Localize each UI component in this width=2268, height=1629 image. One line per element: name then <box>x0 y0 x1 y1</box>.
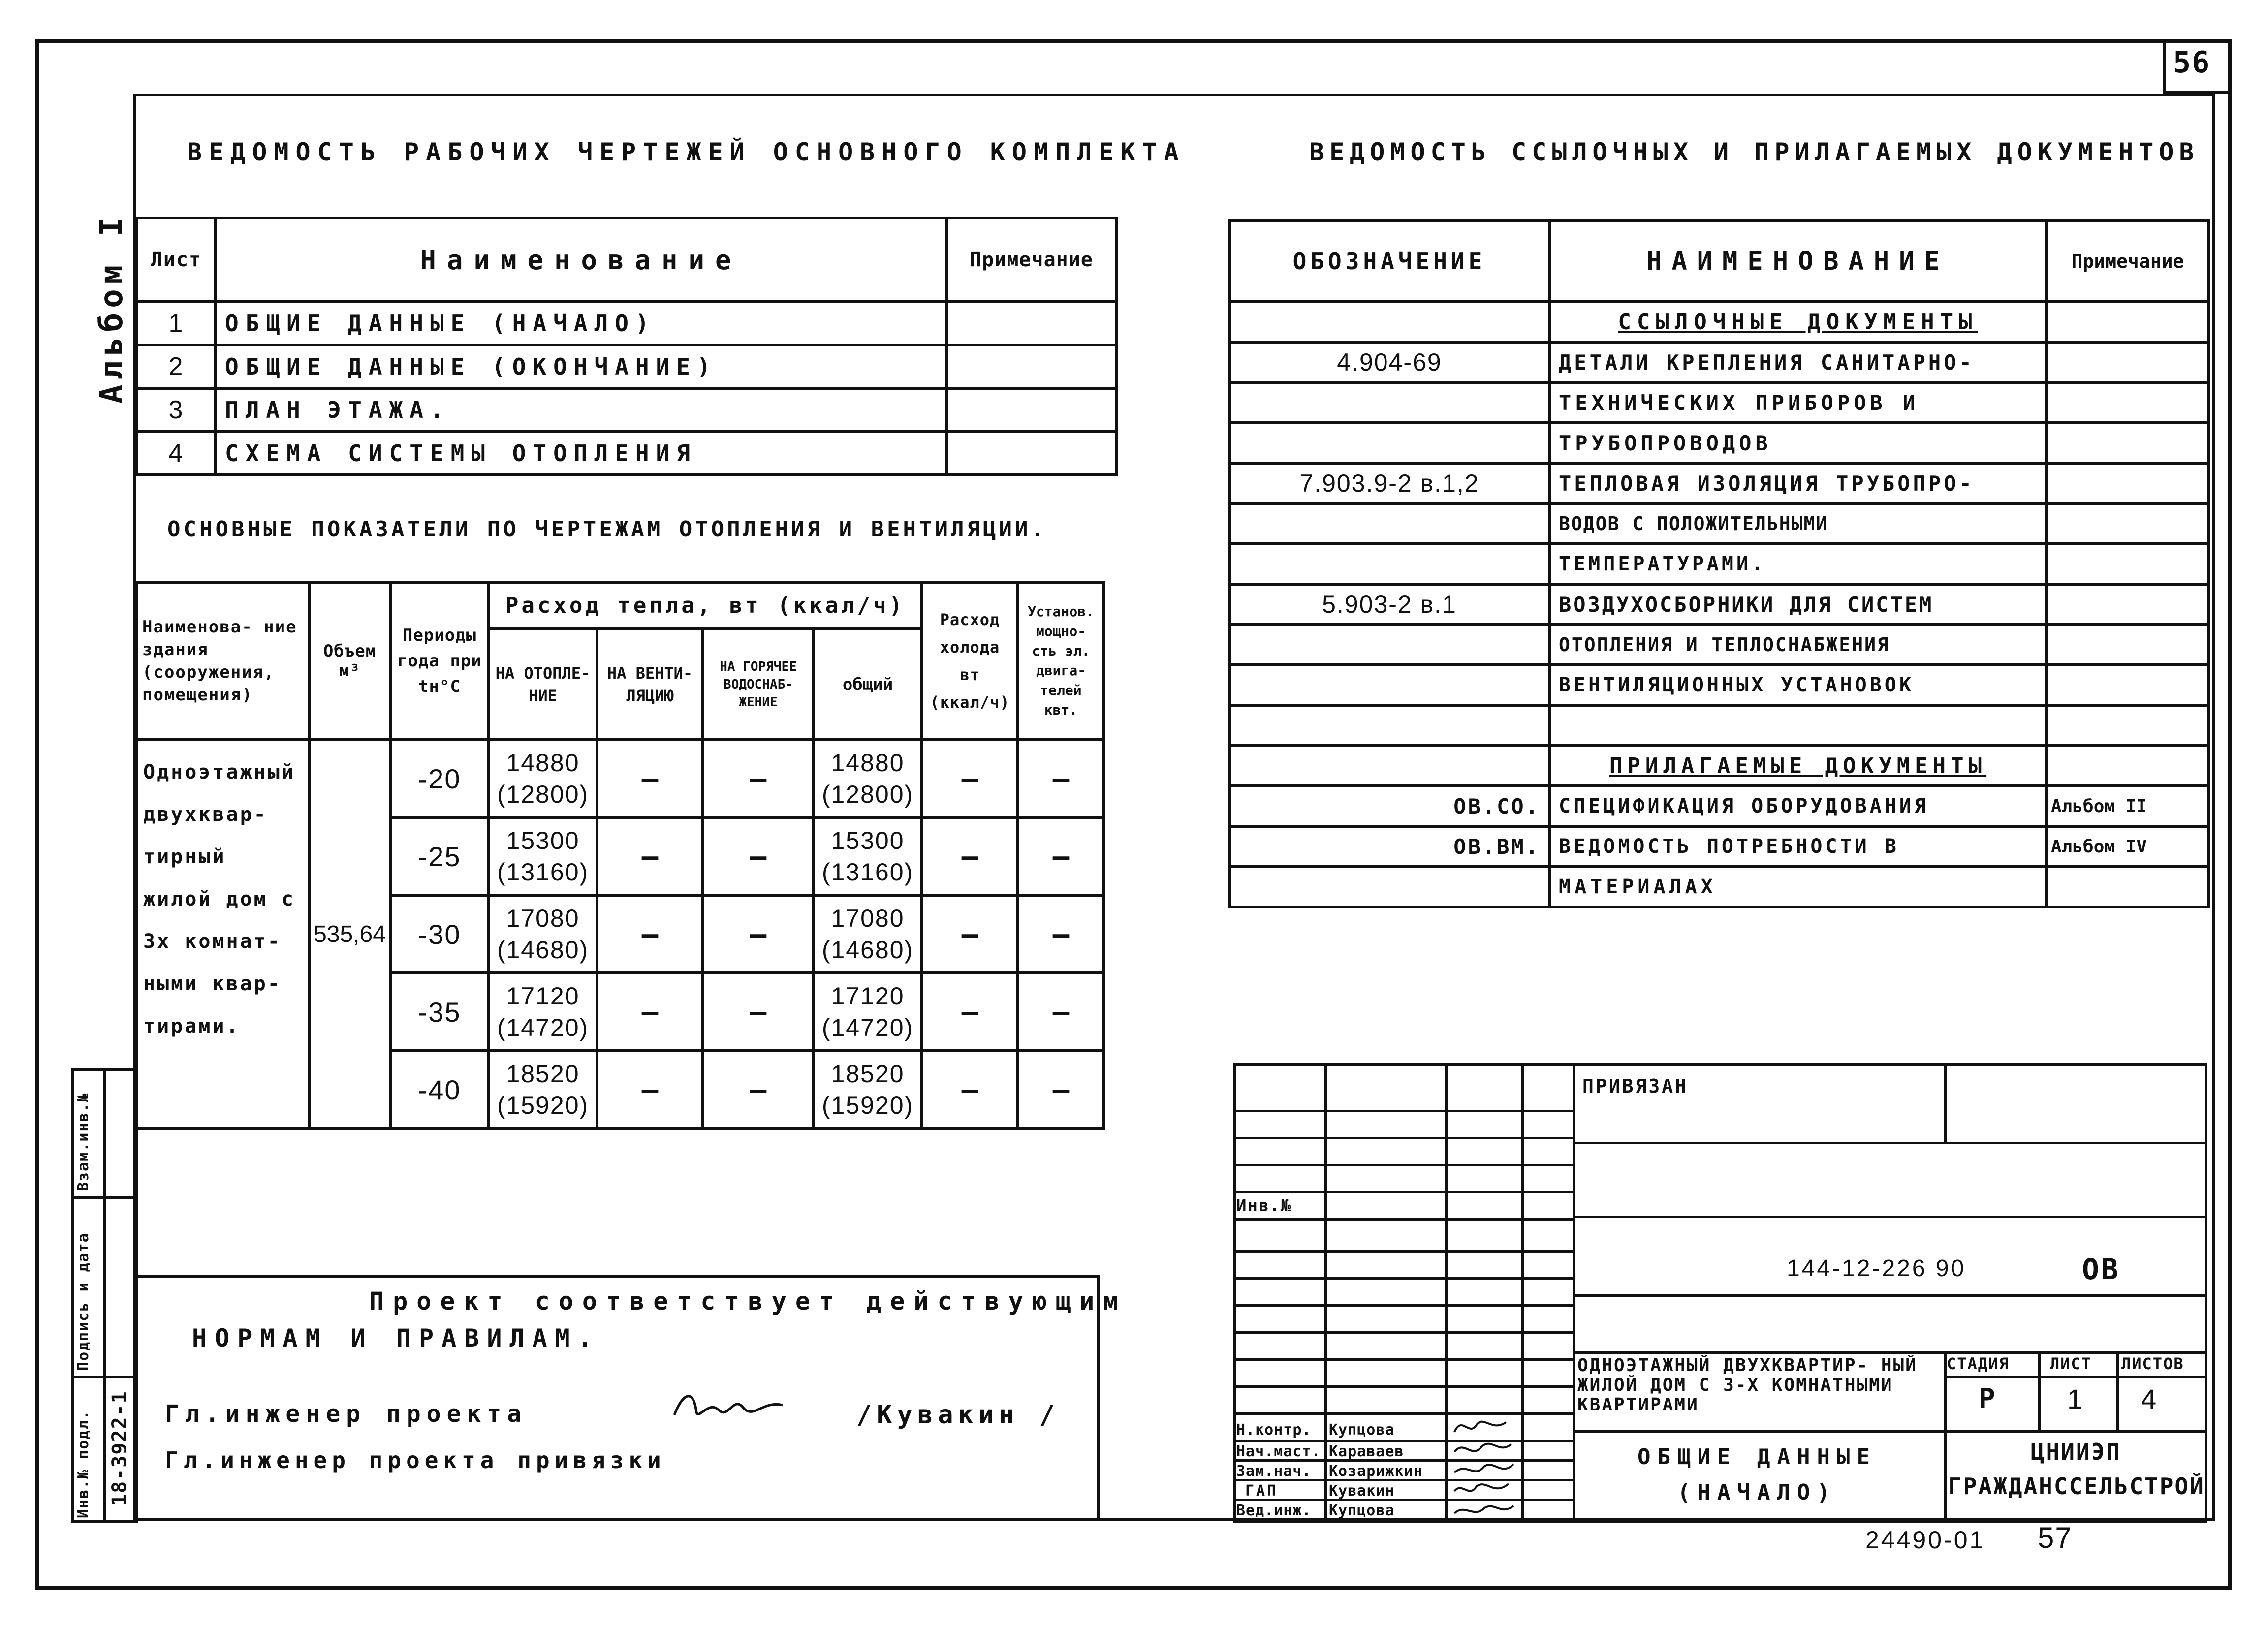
stamp-grid-line <box>1944 1063 1947 1142</box>
stamp-grid-line <box>1233 1250 1573 1253</box>
hotwater-cell: — <box>703 817 814 895</box>
sig-role: Нач.маст. <box>1236 1443 1321 1460</box>
ref-note <box>2047 423 2209 463</box>
header-heat-total: общий <box>814 629 922 740</box>
heating-cell <box>489 973 597 1051</box>
stamp-grid-line <box>2038 1351 2041 1430</box>
total-cell <box>814 1051 922 1128</box>
total-value: 15300 <box>831 827 905 854</box>
ref-code: 5.903-2 в.1 <box>1229 584 1549 625</box>
footer-page: 57 <box>2038 1521 2073 1554</box>
chief-engineer-label: Гл.инженер проекта <box>165 1400 528 1428</box>
ref-name: ДЕТАЛИ КРЕПЛЕНИЯ САНИТАРНО- <box>1549 342 2047 382</box>
vent-cell: — <box>597 895 703 973</box>
ref-name: ТЕХНИЧЕСКИХ ПРИБОРОВ И <box>1549 382 2047 423</box>
heating-cell <box>489 1051 597 1128</box>
stamp-grid-line <box>1233 1218 1573 1221</box>
ref-note <box>2047 544 2209 584</box>
stamp-grid-line <box>1573 1216 2207 1218</box>
heating-value: 17080 <box>506 905 580 932</box>
header-cold: Расход холода вт (ккал/ч) <box>922 582 1018 740</box>
compliance-line2: НОРМАМ И ПРАВИЛАМ. <box>192 1324 600 1352</box>
stamp-grid-line <box>1573 1294 2207 1297</box>
header-power: Установ. мощно- сть эл. двига- телей квт. <box>1018 582 1104 740</box>
vent-cell: — <box>597 1051 703 1128</box>
sig-name: Козарижкин <box>1329 1463 1423 1480</box>
power-cell: — <box>1018 973 1104 1051</box>
total-value: 17120 <box>831 982 905 1010</box>
heating-value: 17120 <box>506 982 580 1010</box>
hotwater-cell: — <box>703 973 814 1051</box>
ref-code <box>1229 867 1549 907</box>
stamp-grid-line <box>1233 1331 1573 1334</box>
side-inv-orig: Инв.№ подл. <box>75 1410 92 1518</box>
indicators-title: ОСНОВНЫЕ ПОКАЗАТЕЛИ ПО ЧЕРТЕЖАМ ОТОПЛЕНИЯ И ВЕНТИЛЯЦИИ. <box>167 517 1047 542</box>
table-row-note <box>946 388 1116 432</box>
col-header-sheet: Лист <box>137 218 216 302</box>
ref-name: СПЕЦИФИКАЦИЯ ОБОРУДОВАНИЯ <box>1549 786 2047 826</box>
ref-code <box>1229 625 1549 665</box>
stamp-grid-line <box>1573 1142 2207 1144</box>
ref-name <box>1549 705 2047 746</box>
ref-name: ТЕМПЕРАТУРАМИ. <box>1549 544 2047 584</box>
power-cell: — <box>1018 895 1104 973</box>
heating-value: 14880 <box>506 749 580 777</box>
side-inv-replace: Взам.инв.№ <box>75 1092 92 1191</box>
stamp-grid-line <box>1573 1430 2207 1433</box>
sheets-label: ЛИСТОВ <box>2121 1354 2184 1373</box>
stamp-grid-line <box>1573 1351 2207 1354</box>
header-building: Наименова- ние здания (сооружения, помещения) <box>137 582 309 740</box>
sig-name: Кувакин <box>1329 1482 1395 1500</box>
heating-kcal: (14680) <box>497 936 589 964</box>
ref-name: МАТЕРИАЛАХ <box>1549 867 2047 907</box>
ref-code <box>1229 302 1549 342</box>
doc-code: 144-12-226 90 <box>1787 1255 1966 1282</box>
cold-cell: — <box>922 817 1018 895</box>
total-cell <box>814 973 922 1051</box>
total-kcal: (13160) <box>821 858 914 886</box>
period-t: -35 <box>390 973 489 1051</box>
ref-code: 7.903.9-2 в.1,2 <box>1229 463 1549 503</box>
stage-label: СТАДИЯ <box>1947 1354 2010 1373</box>
col-header-note: Примечание <box>2047 220 2209 302</box>
ref-note <box>2047 463 2209 503</box>
hotwater-cell: — <box>703 895 814 973</box>
sheet-value: 1 <box>2067 1383 2087 1414</box>
sig-role: ГАП <box>1245 1482 1278 1500</box>
album-label: Альбом I <box>94 212 130 404</box>
ref-name: ОТОПЛЕНИЯ И ТЕПЛОСНАБЖЕНИЯ <box>1549 625 2047 665</box>
sheet-title: ОБЩИЕ ДАННЫЕ (НАЧАЛО) <box>1638 1444 1877 1505</box>
sheet-number-top: 56 <box>2173 45 2211 80</box>
ref-code <box>1229 746 1549 786</box>
vent-cell: — <box>597 817 703 895</box>
ref-section-referenced: ССЫЛОЧНЫЕ ДОКУМЕНТЫ <box>1549 302 2047 342</box>
ref-name: ВОЗДУХОСБОРНИКИ ДЛЯ СИСТЕМ <box>1549 584 2047 625</box>
stamp-signatures <box>1447 1412 1521 1523</box>
ref-note <box>2047 705 2209 746</box>
table-row-name: ОБЩИЕ ДАННЫЕ (НАЧАЛО) <box>216 302 946 345</box>
header-volume: Объем м³ <box>309 582 390 740</box>
cold-cell: — <box>922 895 1018 973</box>
col-header-name: НАИМЕНОВАНИЕ <box>1549 220 2047 302</box>
org-name: ЦНИИЭП ГРАЖДАНССЕЛЬСТРОЙ <box>1948 1439 2205 1500</box>
stamp-grid-line <box>2116 1351 2119 1430</box>
stamp-grid-line <box>1233 1110 1573 1112</box>
stamp-grid-line <box>1521 1063 1524 1523</box>
ref-note <box>2047 584 2209 625</box>
heating-kcal: (12800) <box>497 781 589 808</box>
side-inv-value: 18-3922-1 <box>108 1390 131 1506</box>
cold-cell: — <box>922 1051 1018 1128</box>
cold-cell: — <box>922 740 1018 817</box>
doc-mark: ОВ <box>2082 1253 2120 1286</box>
total-kcal: (12800) <box>821 781 914 808</box>
total-kcal: (15920) <box>821 1092 914 1119</box>
stamp-grid-line <box>1233 1499 1573 1501</box>
ref-code <box>1229 705 1549 746</box>
heating-kcal: (15920) <box>497 1092 589 1119</box>
table-row-name: ПЛАН ЭТАЖА. <box>216 388 946 432</box>
heating-cell <box>489 895 597 973</box>
drawings-list-table <box>135 217 1118 476</box>
ref-code <box>1229 423 1549 463</box>
stamp-grid-line <box>1233 1164 1573 1166</box>
table-row-sheet: 4 <box>137 432 216 475</box>
stamp-grid-line <box>1944 1376 2207 1378</box>
ref-note <box>2047 342 2209 382</box>
compliance-line1: Проект соответствует действующим <box>369 1287 1127 1316</box>
total-kcal: (14720) <box>821 1014 914 1041</box>
signer-name: /Кувакин / <box>856 1400 1060 1430</box>
sig-role: Н.контр. <box>1236 1421 1312 1439</box>
ref-code: 4.904-69 <box>1229 342 1549 382</box>
period-t: -40 <box>390 1051 489 1128</box>
heating-cell <box>489 740 597 817</box>
drawings-list-title: ВЕДОМОСТЬ РАБОЧИХ ЧЕРТЕЖЕЙ ОСНОВНОГО КОМПЛЕКТА <box>187 138 1186 166</box>
heating-kcal: (14720) <box>497 1014 589 1041</box>
col-header-note: Примечание <box>946 218 1116 302</box>
stamp-grid-line <box>1233 1412 1573 1415</box>
ref-note <box>2047 625 2209 665</box>
ref-note <box>2047 302 2209 342</box>
total-value: 14880 <box>831 749 905 777</box>
ref-note: Альбом IV <box>2047 826 2209 867</box>
sig-role: Зам.нач. <box>1236 1463 1312 1480</box>
chief-engineer-binding-label: Гл.инженер проекта привязки <box>165 1447 666 1473</box>
ref-code <box>1229 544 1549 584</box>
total-cell <box>814 817 922 895</box>
ref-name: ВЕНТИЛЯЦИОННЫХ УСТАНОВОК <box>1549 665 2047 705</box>
heating-cell <box>489 817 597 895</box>
header-periods: Периоды года при tн°C <box>390 582 489 740</box>
header-heat-heating: НА ОТОПЛЕ- НИЕ <box>489 629 597 740</box>
period-t: -30 <box>390 895 489 973</box>
indicators-table <box>135 581 1105 1130</box>
ref-note <box>2047 665 2209 705</box>
table-row-sheet: 1 <box>137 302 216 345</box>
total-cell <box>814 895 922 973</box>
table-row-sheet: 2 <box>137 345 216 388</box>
ref-code: ОВ.СО. <box>1229 786 1549 826</box>
volume-cell: 535,64 <box>309 740 390 1128</box>
stamp-grid-line <box>1233 1440 1573 1442</box>
header-heat: Расход тепла, вт (ккал/ч) <box>489 582 922 629</box>
sig-role: Вед.инж. <box>1236 1502 1312 1519</box>
ref-name: ТРУБОПРОВОДОВ <box>1549 423 2047 463</box>
ref-note <box>2047 382 2209 423</box>
references-table <box>1228 219 2210 908</box>
heating-value: 15300 <box>506 827 580 854</box>
chief-engineer-signature <box>669 1385 788 1430</box>
total-kcal: (14680) <box>821 936 914 964</box>
sig-name: Караваев <box>1329 1443 1404 1460</box>
power-cell: — <box>1018 740 1104 817</box>
col-header-name: Наименование <box>216 218 946 302</box>
table-row-note <box>946 432 1116 475</box>
heating-value: 18520 <box>506 1060 580 1088</box>
ref-section-attached: ПРИЛАГАЕМЫЕ ДОКУМЕНТЫ <box>1549 746 2047 786</box>
total-value: 18520 <box>831 1060 905 1088</box>
table-row-note <box>946 302 1116 345</box>
ref-note <box>2047 867 2209 907</box>
hotwater-cell: — <box>703 1051 814 1128</box>
stamp-grid-line <box>1233 1191 1573 1193</box>
power-cell: — <box>1018 1051 1104 1128</box>
hotwater-cell: — <box>703 740 814 817</box>
table-row-name: СХЕМА СИСТЕМЫ ОТОПЛЕНИЯ <box>216 432 946 475</box>
inv-no-label: Инв.№ <box>1236 1196 1292 1216</box>
table-row-sheet: 3 <box>137 388 216 432</box>
ref-name: ТЕПЛОВАЯ ИЗОЛЯЦИЯ ТРУБОПРО- <box>1549 463 2047 503</box>
power-cell: — <box>1018 817 1104 895</box>
stamp-grid-line <box>1324 1063 1327 1523</box>
table-row-note <box>946 345 1116 388</box>
sig-name: Купцова <box>1329 1421 1395 1439</box>
ref-name: ВЕДОМОСТЬ ПОТРЕБНОСТИ В <box>1549 826 2047 867</box>
stamp-grid-line <box>1233 1137 1573 1139</box>
header-heat-vent: НА ВЕНТИ- ЛЯЦИЮ <box>597 629 703 740</box>
stamp-grid-line <box>1233 1304 1573 1307</box>
col-header-code: ОБОЗНАЧЕНИЕ <box>1229 220 1549 302</box>
side-strip-divider <box>103 1068 106 1523</box>
footer-code: 24490-01 <box>1865 1526 1985 1554</box>
ref-note <box>2047 746 2209 786</box>
stamp-grid-line <box>1233 1277 1573 1280</box>
side-sign-date: Подпись и дата <box>75 1232 92 1371</box>
sheet-label: ЛИСТ <box>2050 1354 2092 1373</box>
sheets-value: 4 <box>2141 1383 2161 1414</box>
stamp-grid-line <box>1573 1063 1575 1523</box>
references-title: ВЕДОМОСТЬ ССЫЛОЧНЫХ И ПРИЛАГАЕМЫХ ДОКУМЕНТОВ <box>1309 138 2200 166</box>
building-name-cell: Одноэтажный двухквар- тирный жилой дом с 3х комнат- ными квар- тирами. <box>137 740 309 1128</box>
ref-name: ВОДОВ С ПОЛОЖИТЕЛЬНЫМИ <box>1549 503 2047 544</box>
ref-code <box>1229 503 1549 544</box>
ref-code <box>1229 382 1549 423</box>
sig-name: Купцова <box>1329 1502 1395 1519</box>
bound-label: ПРИВЯЗАН <box>1582 1075 1689 1097</box>
stamp-grid-line <box>1233 1358 1573 1361</box>
ref-note: Альбом II <box>2047 786 2209 826</box>
header-heat-hotwater: НА ГОРЯЧЕЕ ВОДОСНАБ- ЖЕНИЕ <box>703 629 814 740</box>
ref-code: ОВ.ВМ. <box>1229 826 1549 867</box>
ref-code <box>1229 665 1549 705</box>
ref-note <box>2047 503 2209 544</box>
vent-cell: — <box>597 973 703 1051</box>
vent-cell: — <box>597 740 703 817</box>
stamp-grid-line <box>1233 1385 1573 1388</box>
stage-value: Р <box>1979 1383 1999 1415</box>
project-name: ОДНОЭТАЖНЫЙ ДВУХКВАРТИР- НЫЙ ЖИЛОЙ ДОМ С 3-Х КОМНАТНЫМИ КВАРТИРАМИ <box>1577 1355 1918 1415</box>
period-t: -20 <box>390 740 489 817</box>
period-t: -25 <box>390 817 489 895</box>
total-value: 17080 <box>831 905 905 932</box>
heating-kcal: (13160) <box>497 858 589 886</box>
total-cell <box>814 740 922 817</box>
cold-cell: — <box>922 973 1018 1051</box>
table-row-name: ОБЩИЕ ДАННЫЕ (ОКОНЧАНИЕ) <box>216 345 946 388</box>
